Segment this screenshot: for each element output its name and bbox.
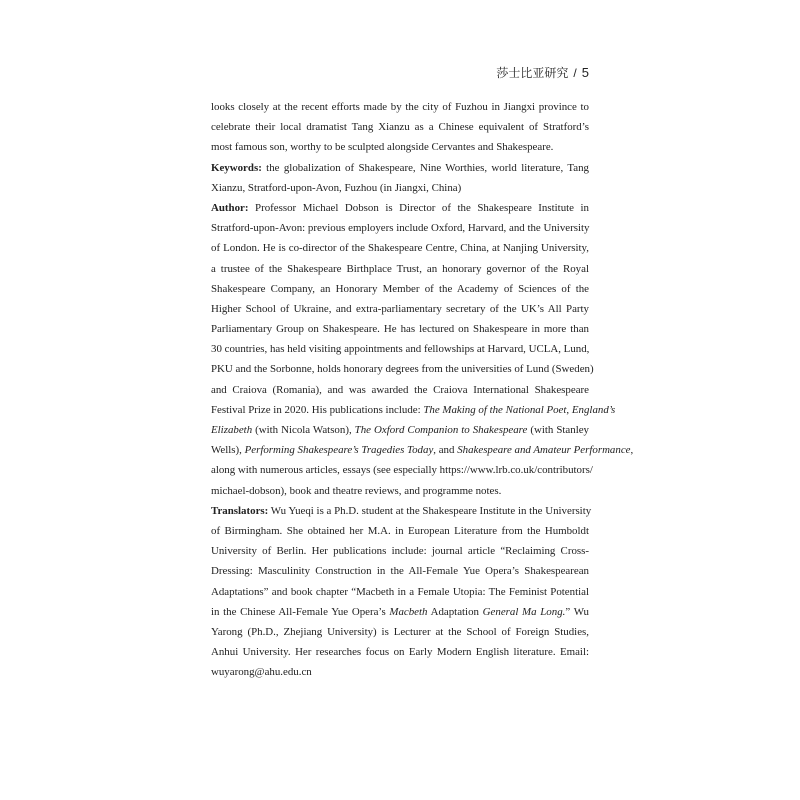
text-line: [211, 339, 589, 359]
text-run: Festival Prize in 2020. His publications include:: [211, 403, 424, 416]
text-line: [211, 259, 589, 279]
section-label: Keywords:: [211, 161, 262, 174]
section-label: Author:: [211, 201, 249, 214]
text-line: [211, 359, 594, 379]
text-line: [211, 602, 589, 622]
text-run: the globalization of Shakespeare, Nine Worthies, world literature, Tang: [261, 161, 589, 174]
text-line: [211, 662, 589, 682]
text-line: [211, 319, 589, 339]
text-line: [211, 582, 589, 602]
text-run: michael-dobson), book and theatre reviews, and programme notes.: [211, 484, 502, 497]
text-line: [211, 279, 589, 299]
italic-title: The Oxford Companion to Shakespeare: [354, 424, 528, 436]
text-line: [211, 521, 589, 541]
text-run: celebrate their local dramatist Tang Xianzu as a Chinese equivalent of Stratford’s: [211, 121, 589, 134]
italic-title: Performing Shakespeare’s Tragedies Today: [244, 444, 434, 457]
text-line: [211, 501, 592, 521]
text-line: [211, 117, 589, 137]
text-run: (with Stanley: [527, 424, 589, 436]
page-body-text: [211, 97, 634, 682]
page-number: 5: [581, 65, 589, 80]
italic-title: England’s: [571, 403, 616, 416]
text-run: Higher School of Ukraine, and extra-parliamentary secretary of the UK’s All Party: [211, 302, 589, 315]
italic-title: Macbeth: [389, 605, 428, 618]
text-run: Wu Yueqi is a Ph.D. student at the Shakespeare Institute in the University: [268, 504, 592, 517]
text-run: of Birmingham. She obtained her M.A. in European Literature from the Humboldt: [211, 524, 589, 537]
text-run: looks closely at the recent efforts made by the city of Fuzhou in Jiangxi province to: [211, 101, 589, 113]
text-run: PKU and the Sorbonne, holds honorary degrees from the universities of Lund (Sweden): [211, 363, 594, 376]
text-run: most famous son, worthy to be sculpted alongside Cervantes and Shakespeare.: [211, 141, 554, 154]
text-run: and Craiova (Romania), and was awarded the Craiova International Shakespeare: [211, 383, 589, 396]
text-run: (with Nicola Watson),: [252, 424, 355, 436]
text-run: ,: [630, 444, 634, 457]
journal-title: 莎士比亚研究: [496, 66, 569, 80]
text-run: Shakespeare Company, an Honorary Member of the Academy of Sciences of the: [211, 282, 589, 295]
text-run: a trustee of the Shakespeare Birthplace Trust, an honorary governor of the Royal: [211, 262, 589, 275]
text-line: [211, 440, 634, 460]
text-line: [211, 178, 589, 198]
text-line: [211, 561, 589, 581]
text-run: ” Wu: [565, 605, 589, 618]
text-run: Parliamentary Group on Shakespeare. He has lectured on Shakespeare in more than: [211, 323, 589, 336]
text-line: [211, 541, 589, 561]
text-line: [211, 299, 589, 319]
text-run: University of Berlin. Her publications include: journal article “Reclaiming Cross-: [211, 545, 589, 558]
text-line: [211, 481, 589, 501]
text-line: [211, 380, 589, 400]
text-run: 30 countries, has held visiting appointments and fellowships at Harvard, UCLA, Lund,: [211, 343, 590, 356]
text-run: along with numerous articles, essays (see especially https://www.lrb.co.uk/contributors/: [211, 464, 593, 477]
text-run: Adaptations” and book chapter “Macbeth in a Female Utopia: The Feminist Potential: [211, 585, 589, 598]
text-run: wuyarong@ahu.edu.cn: [211, 666, 312, 679]
text-run: , and: [433, 444, 458, 457]
text-line: [211, 642, 589, 662]
text-line: [211, 158, 589, 178]
italic-title: The Making of the National Poet: [423, 403, 567, 416]
text-run: Yarong (Ph.D., Zhejiang University) is Lecturer at the School of Foreign Studies,: [211, 625, 589, 638]
text-line: [211, 97, 589, 117]
italic-title: Elizabeth: [211, 424, 253, 436]
section-label: Translators:: [211, 504, 269, 517]
text-line: [211, 238, 589, 258]
text-line: [211, 137, 589, 157]
text-line: [211, 198, 589, 218]
running-header: [496, 64, 589, 81]
text-run: Xianzu, Stratford-upon-Avon, Fuzhou (in Jiangxi, China): [211, 181, 462, 194]
text-line: [211, 622, 589, 642]
header-separator: /: [573, 66, 577, 80]
text-line: [211, 218, 589, 238]
text-line: [211, 400, 616, 420]
text-run: Stratford-upon-Avon: previous employers include Oxford, Harvard, and the University: [211, 222, 590, 235]
text-run: in the Chinese All-Female Yue Opera’s: [211, 605, 390, 618]
text-run: Wells),: [211, 444, 245, 457]
text-run: Adaptation: [427, 605, 483, 618]
italic-title: General Ma Long.: [482, 605, 566, 618]
text-line: [211, 460, 593, 480]
text-run: Anhui University. Her researches focus on Early Modern English literature. Email:: [211, 646, 589, 659]
text-run: Dressing: Masculinity Construction in the All-Female Yue Opera’s Shakespearean: [211, 565, 589, 578]
text-line: [211, 420, 589, 440]
text-run: ,: [566, 403, 572, 416]
italic-title: Shakespeare and Amateur Performance: [457, 444, 631, 457]
text-run: of London. He is co-director of the Shakespeare Centre, China, at Nanjing University,: [211, 242, 589, 255]
text-run: Professor Michael Dobson is Director of the Shakespeare Institute in: [248, 201, 589, 214]
